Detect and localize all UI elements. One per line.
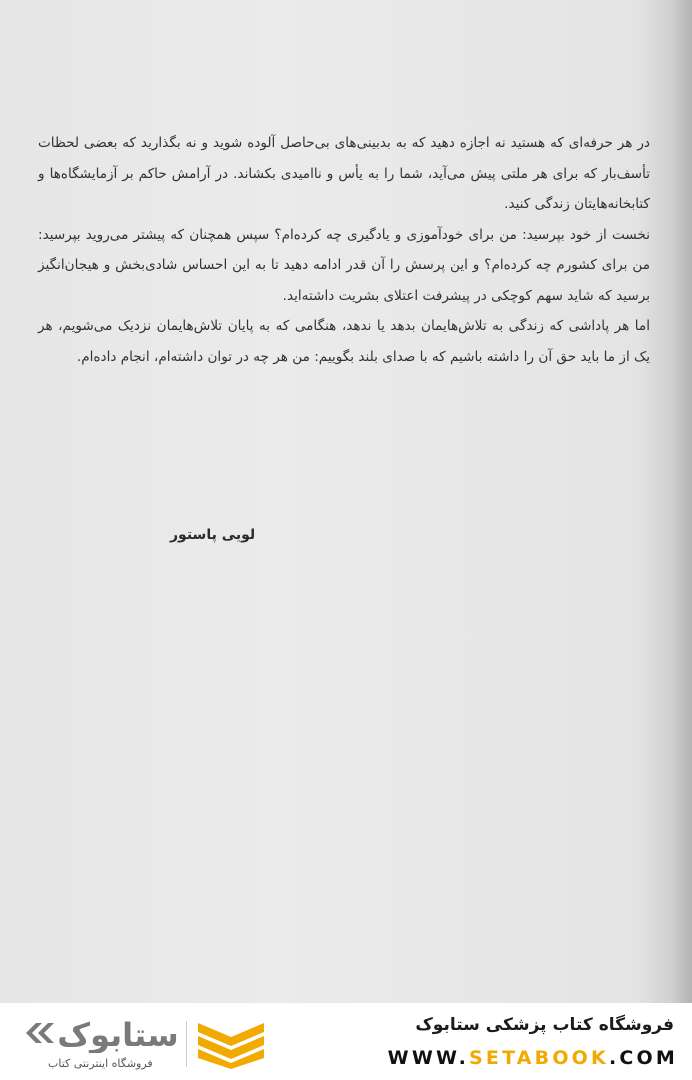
- logo-text: ستابوک: [57, 1016, 179, 1053]
- logo-subtitle: فروشگاه اینترنتی کتاب: [48, 1057, 153, 1070]
- setabook-emblem-icon: [196, 1019, 266, 1069]
- store-footer-banner: [0, 1003, 692, 1080]
- paragraph-1: در هر حرفه‌ای که هستید نه اجازه دهید که به بدبینی‌های بی‌حاصل آلوده شوید و نه بگذارید که بعضی لحظات تأسف‌بار که برای هر ملتی پیش می‌آید، شما را به یأس و ناامیدی بکشاند. در آرامش حاکم بر آزمایشگاه‌ها و کتابخانه‌هایتان زندگی کنید.: [38, 135, 650, 212]
- store-url[interactable]: [388, 1047, 678, 1069]
- url-brand: SETABOOK: [469, 1047, 609, 1069]
- store-title: فروشگاه کتاب پزشکی ستابوک: [415, 1015, 674, 1035]
- setabook-logo-icon: [22, 1013, 182, 1053]
- page-binding-shadow: [672, 0, 692, 1003]
- paragraph-3: اما هر پاداشی که زندگی به تلاش‌هایمان بدهد یا ندهد، هنگامی که به پایان تلاش‌هایمان نزدیک می‌شویم، هر یک از ما باید حق آن را داشته باشیم که با صدای بلند بگوییم: من هر چه در توان داشته‌ام، انجام داده‌ام.: [38, 318, 650, 365]
- body-text: [38, 128, 650, 372]
- author-signature: لویی پاستور: [170, 527, 256, 543]
- footer-divider: [186, 1021, 187, 1067]
- url-prefix: WWW.: [387, 1047, 469, 1069]
- paragraph-2: نخست از خود بپرسید: من برای خودآموزی و یادگیری چه کرده‌ام؟ سپس همچنان که پیشتر می‌روید بپرسید: من برای کشورم چه کرده‌ام؟ و این پرسش را آن قدر ادامه دهید تا به این احساس شادی‌بخش و هیجان‌انگیز برسید که شاید سهم کوچکی در پیشرفت اعتلای بشریت داشته‌اید.: [38, 226, 650, 304]
- url-suffix: .COM: [608, 1047, 678, 1069]
